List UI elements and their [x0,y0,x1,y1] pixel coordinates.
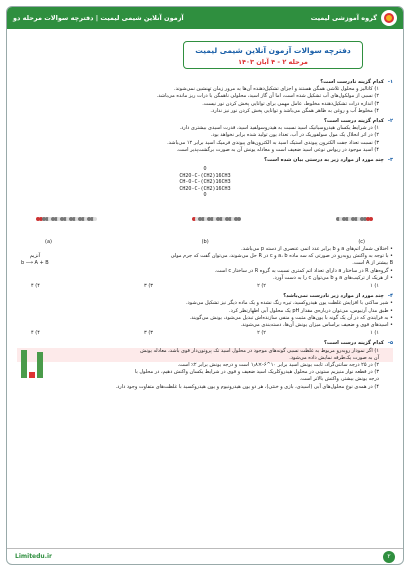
option: ۳) نسبت تعداد جفت الکترون پیوندی استیک اسید به الکترون‌های پیوندی فرمیک اسید برابر ۱۲ می‌باشد. [167,139,379,146]
formula-line: O [203,192,207,199]
model-label-a: (a) [45,238,52,245]
reaction-label: آنزیم [29,252,40,259]
question-head: کدام گزینه نادرست است؟ [320,79,384,85]
option: ۲) نسبی از مولکول‌های آب تشکیل شده است، اما آن گاز اسید، محلولی ناهمگن با ذرات ریز مانده می‌باشد. [156,93,379,100]
statement: B بیشتر از A است. [352,260,393,267]
option: ۲) در ۲۵ درجه سانتی‌گراد، ثابت یونش اسید برابر ۱۰^۶‑×۱٫۸ است و درجه یونش برابر ۲٪ است. [177,361,379,368]
model-label-c: (c) [358,238,365,245]
statement: • به فرایندی که در آن یک گونه با یون‌های مثبت و منفی سازنده‌اش تبدیل می‌شود، یونش می‌گویند. [189,314,393,321]
enzyme-reaction [21,253,49,267]
concentration-bar-chart [21,348,53,378]
answer-choice: ۳) ۳ [144,330,153,337]
option: ۱) اگر نمودار روبه‌رو مربوط به غلظت نسبی گونه‌های موجود در محلول اسید تک پروتون‌دار قوی باشد، معادله یونش [17,348,393,355]
questions-area [17,79,393,394]
molecule-model-c [337,217,373,221]
option: ۳) اندازه ذرات تشکیل‌دهنده مخلوط، عامل مهمی برای توانایی پخش کردن نور نیست. [202,100,379,107]
option: ۴) اسید موجود در ریواس نوعی اسید ضعیف است و معادله یونش آن به صورت برگشت‌پذیر است. [176,146,379,153]
statement: • با توجه به واکنش روبه‌رو در صورتی که سه ماده a، b و c در R حل می‌شوند، می‌توان گفت که جرم مولی [170,253,393,260]
title-band [183,41,363,69]
atom-ball [369,217,373,221]
option: ۴) مخلوط آب و روغن به ظاهر همگن می‌باشد و توانایی پخش کردن نور نیز ندارد. [210,107,379,114]
q3-statements [17,246,393,282]
answer-choice: ۲) ۲ [257,330,266,337]
atom-ball [237,217,241,221]
question-number: ۲- [387,118,393,125]
question-1 [17,79,393,115]
option: ۱) کاتالیز و محلول تلاشی همگن هستند و اجزای تشکیل‌دهنده آن‌ها به مرور زمان تهنشین نمی‌شوند. [174,86,379,93]
site-url[interactable]: Limitedu.ir [15,553,52,560]
header-title: آزمون آنلاین شیمی لیمیت | دفترچه سوالات مرحله دو [13,14,184,22]
formula-line: CH2O‑C‑(CH2)16CH3 [179,185,231,192]
exam-page [6,6,404,565]
question-head: چند مورد از موارد زیر نادرست نمی‌باشد؟ [283,293,384,300]
group-name: گروه آموزشی لیمیت [310,14,377,22]
model-label-b: (b) [201,238,209,245]
question-head: چند مورد از موارد زیر به درستی بیان شده است؟ [264,157,384,164]
q3-answer-choices [17,283,393,290]
bar [21,350,27,378]
group-brand [311,10,397,26]
question-number: ۵- [387,340,393,347]
triglyceride-formula [17,166,393,199]
reaction-formula: b ⟶ A + B [21,260,49,267]
bar [29,372,35,378]
answer-choice: ۳) ۳ [144,282,153,289]
bar [37,352,43,378]
question-head: کدام گزینه درست است؟ [324,340,384,347]
stage-date: مرحله ۲ - ۴ آبان ۱۴۰۳ [238,58,308,66]
model-labels [45,239,365,246]
answer-choice: ۱) ۱ [370,330,379,337]
answer-choice: ۴) ۴ [31,282,40,289]
statement: • اسیدهای قوی و ضعیف براساس میزان یونش آن‌ها، دسته‌بندی می‌شوند. [240,321,393,328]
question-3 [17,157,393,290]
statement: • گروه‌های R در ساختار a دارای تعداد اتم کمتری نسبت به گروه R در ساختار c است. [214,267,393,274]
formula-line: CH2O‑C‑(CH2)16CH3 [179,172,231,179]
molecule-model-b [193,217,241,221]
statement: • طبق مدل آرنیوس، می‌توان درباره‌ی مقدار pH یک محلول آبی اظهارنظر کرد. [229,307,393,314]
option: ۳) در قطعه نوار منیزیم ستونی در محلول هیدروکلریک اسید ضعیف و قوی در شرایط یکسان واکنش دهیم، در محلول با [134,369,379,376]
statement: • اختلاف شمار اتم‌های a و b برابر عدد اتمی عنصری از دسته p می‌باشد. [241,245,393,252]
question-number: ۳- [387,157,393,164]
molecule-models [37,201,373,237]
answer-choice: ۱) ۱ [370,282,379,289]
q4-answer-choices [17,330,393,337]
question-number: ۴- [387,293,393,300]
limit-logo-icon [381,10,397,26]
option: درجه یونش بیشتر، واکنش بالاتر است. [299,376,379,383]
question-2 [17,118,393,154]
question-head: کدام گزینه درست است؟ [324,118,384,125]
option: ۴) در همه‌ی نوع محلول‌های آبی (اسیدی، بازی و خنثی)، هر دو یون هیدرونیوم و یون هیدروکسید با غلظت‌های متفاوت وجود دارد. [115,383,379,390]
question-5 [17,340,393,390]
atom-ball [93,217,97,221]
option: آن به صورت یک‌طرفه نمایش داده می‌شود. [17,355,393,362]
option: ۲) در اثر انحلال یک مول سولفوریک در آب، تعداد یون تولید شده برابر نخواهد بود. [210,132,379,139]
page-footer [7,548,403,564]
statement: • از هریک از ترکیب‌های a و b می‌توان c را به دست آورد. [272,274,393,281]
page-number: ۲ [383,551,395,563]
question-number: ۱- [387,79,393,85]
statement: • شیر ساکنی با افزایش غلظت یون هیدروکسید، تیره رنگ نشده و یک ماده دیگر نیز تشکیل می‌شود. [185,300,393,307]
answer-choice: ۲) ۲ [257,282,266,289]
page-header [7,7,403,29]
formula-line: O [203,166,207,173]
answer-choice: ۴) ۴ [31,330,40,337]
booklet-title: دفترچه سوالات آزمون آنلاین شیمی لیمیت [195,46,351,55]
molecule-model-a [37,217,97,221]
option: ۱) در شرایط یکسان هیدروسیانیک اسید نسبت به هیدروسولفید اسید، قدرت اسیدی بیشتری دارد. [179,125,379,132]
question-4 [17,293,393,337]
formula-line: CH‑O‑C‑(CH2)16CH3 [179,179,231,186]
